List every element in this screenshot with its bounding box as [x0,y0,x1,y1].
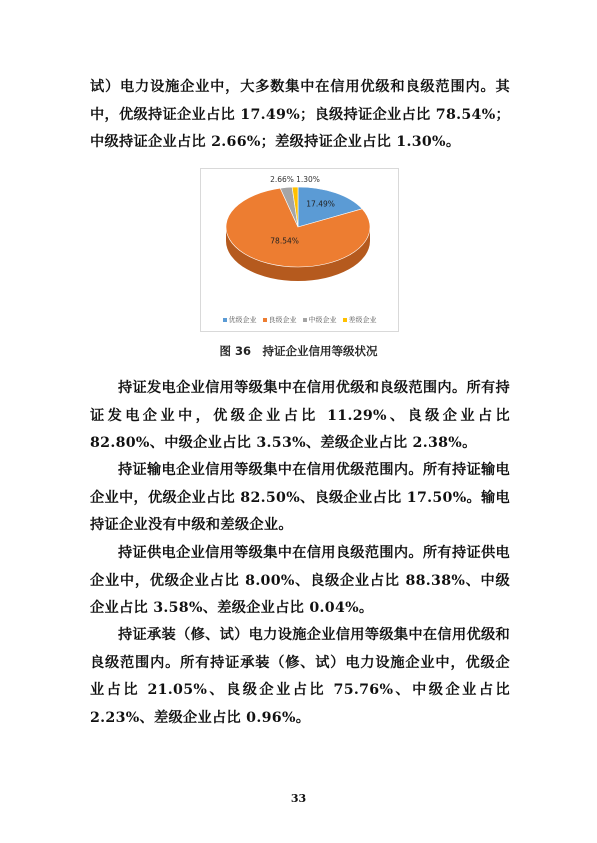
legend-label-2: 中级企业 [308,316,337,324]
body-paragraph-1: 试）电力设施企业中，大多数集中在信用优级和良级范围内。其中，优级持证企业占比 17.49%；良级持证企业占比 78.54%；中级持证企业占比 2.66%；差级持证企业占比 1.30%。 [90,79,510,150]
legend-item-1 [263,315,297,325]
body-paragraph-3: 持证输电企业信用等级集中在信用优级范围内。所有持证输电企业中，优级企业占比 82.50%、良级企业占比 17.50%。输电持证企业没有中级和差级企业。 [90,462,510,533]
body-paragraph-4: 持证供电企业信用等级集中在信用良级范围内。所有持证供电企业中，优级企业占比 8.00%、良级企业占比 88.38%、中级企业占比 3.58%、差级企业占比 0.04%。 [90,545,510,616]
figure-caption: 图 36 持证企业信用等级状况 [219,344,378,358]
pie-chart-svg [201,169,398,309]
legend-swatch-3 [343,318,347,322]
legend-swatch-2 [303,318,307,322]
legend-label-3: 差级企业 [348,316,377,324]
legend-label-1: 良级企业 [268,316,297,324]
chart-legend [201,315,398,325]
pie-label-2: 2.66% [270,175,294,184]
legend-item-3 [343,315,377,325]
legend-swatch-0 [223,318,227,322]
pie-label-1: 78.54% [270,236,299,246]
legend-item-0 [223,315,257,325]
pie-label-3: 1.30% [296,175,320,184]
body-paragraph-2: 持证发电企业信用等级集中在信用优级和良级范围内。所有持证发电企业中，优级企业占比 11.29%、良级企业占比 82.80%、中级企业占比 3.53%、差级企业占比 2.38%。 [90,380,510,451]
body-paragraph-5: 持证承装（修、试）电力设施企业信用等级集中在信用优级和良级范围内。所有持证承装（修、试）电力设施企业中，优级企业占比 21.05%、良级企业占比 75.76%、中级企业占比 2.23%、差级企业占比 0.96%。 [90,627,510,726]
legend-swatch-1 [263,318,267,322]
pie-label-0: 17.49% [306,199,335,209]
legend-label-0: 优级企业 [228,316,257,324]
pie-chart [200,168,399,332]
page-number: 33 [290,792,307,805]
legend-item-2 [303,315,337,325]
